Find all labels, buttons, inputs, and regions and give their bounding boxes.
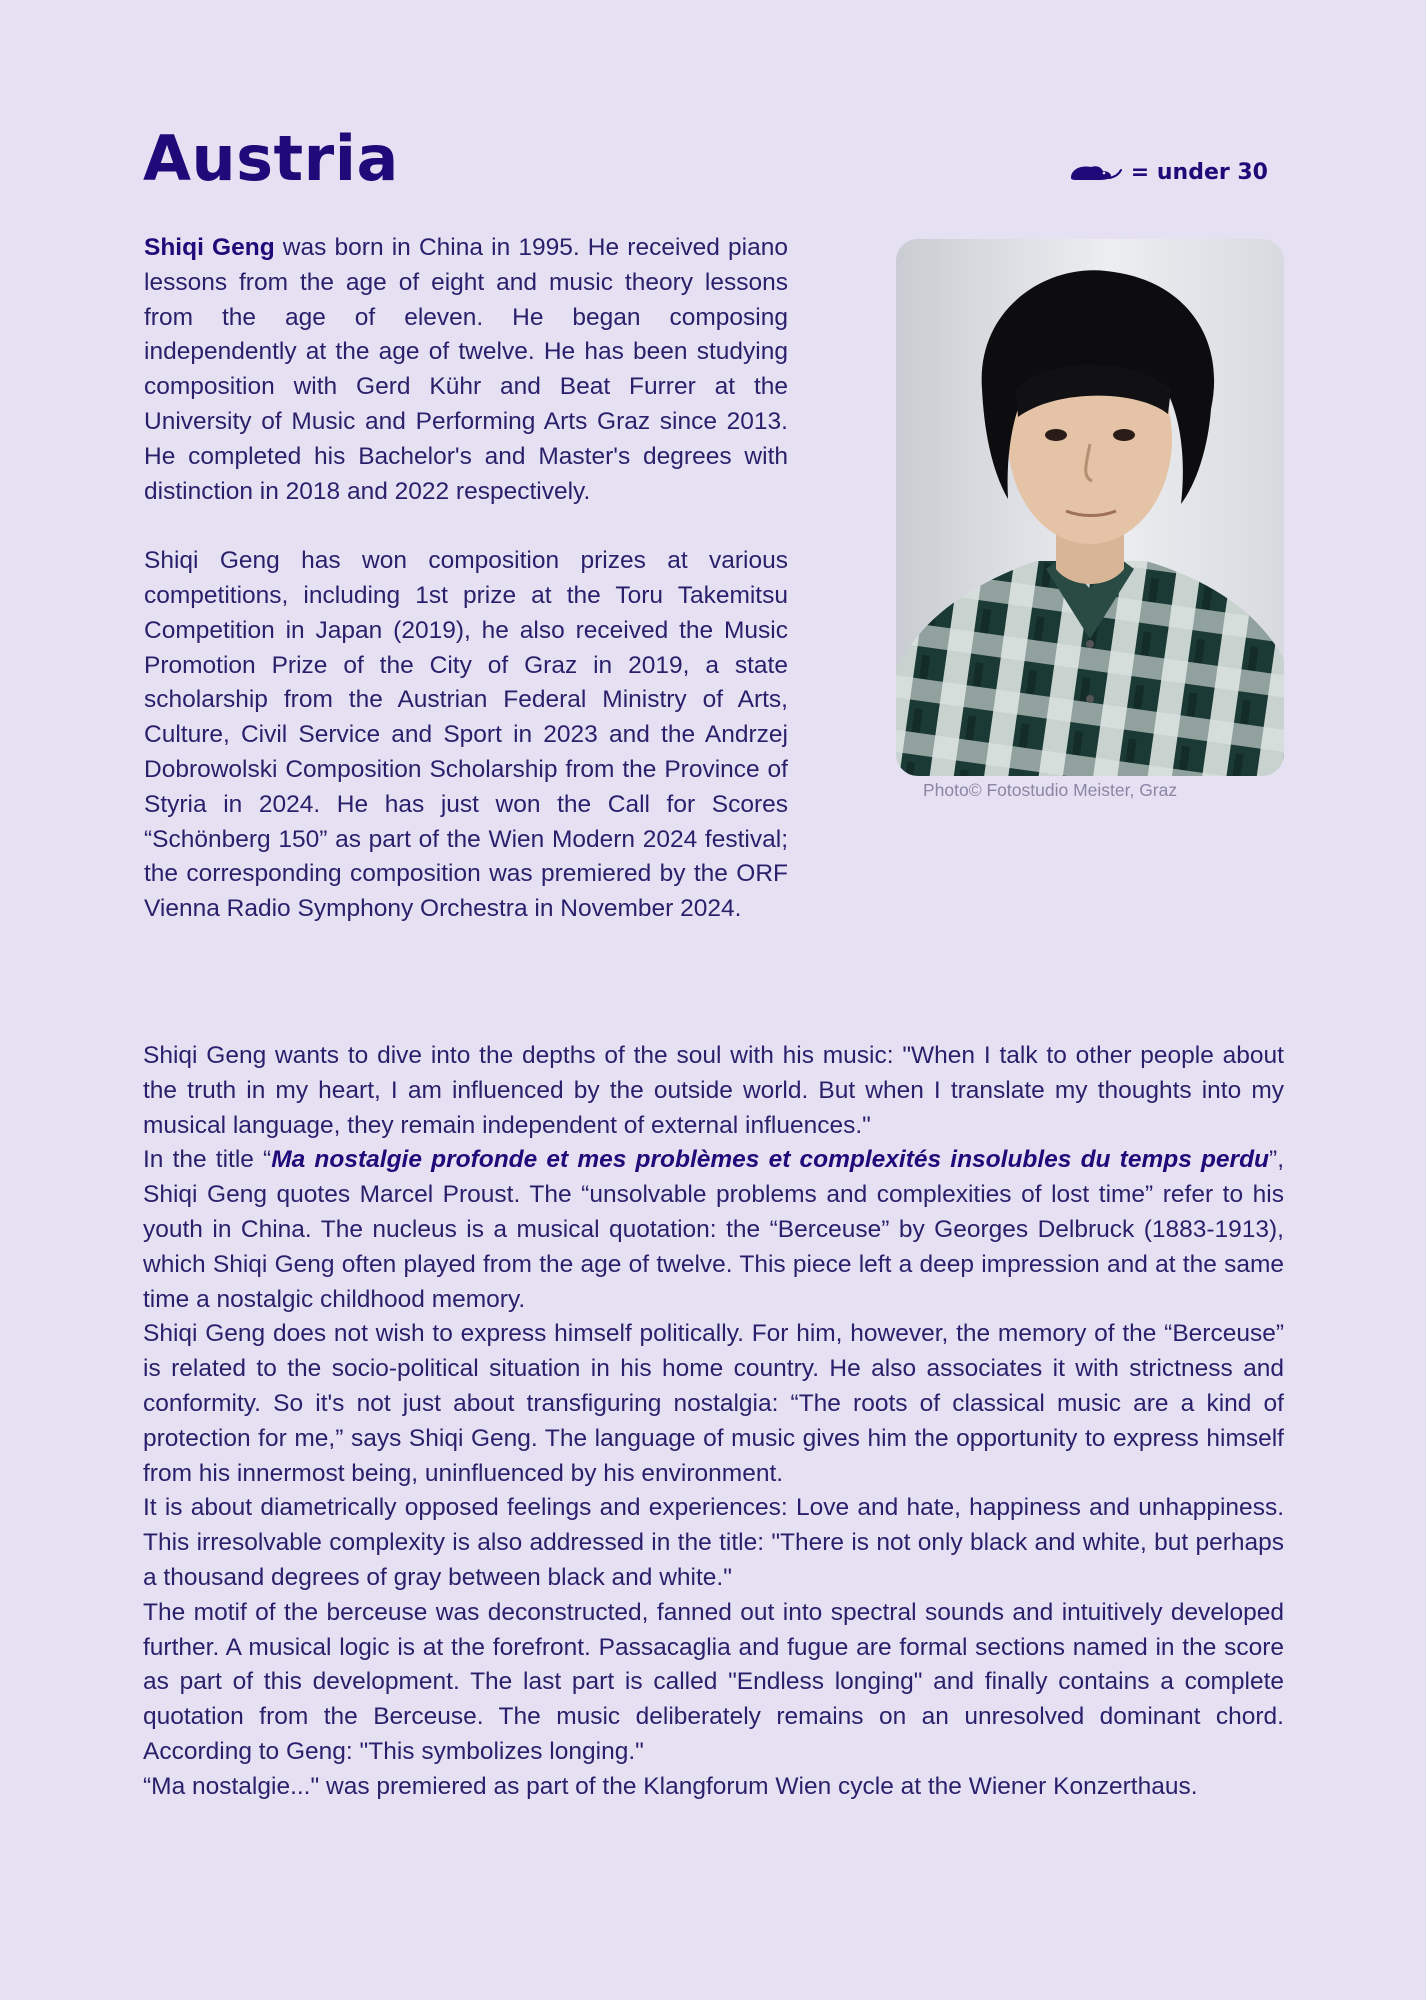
page-title: Austria <box>143 122 399 195</box>
description-paragraph-4: It is about diametrically opposed feelings and experiences: Love and hate, happiness and unhappiness. This irresolvable complexity is also addressed in the title: "There is not only black and white, but perhaps a thousand degrees of gray between black and white." <box>143 1494 1284 1591</box>
bio-paragraph-1-text: was born in China in 1995. He received piano lessons from the age of eight and music theory lessons from the age of eleven. He began composing independently at the age of twelve. He has been studying composition with Gerd Kühr and Beat Furrer at the University of Music and Performing Arts Graz since 2013. He completed his Bachelor's and Master's degrees with distinction in 2018 and 2022 respectively. <box>144 234 788 505</box>
bio-paragraph-1 <box>144 231 788 509</box>
work-description <box>143 1039 1284 1805</box>
description-paragraph-5: The motif of the berceuse was deconstructed, fanned out into spectral sounds and intuitively developed further. A musical logic is at the forefront. Passacaglia and fugue are formal sections named in the score as part of this development. The last part is called "Endless longing" and finally contains a complete quotation from the Berceuse. The music deliberately remains on an unresolved dominant chord. According to Geng: "This symbolizes longing." <box>143 1598 1284 1765</box>
description-paragraph-3: Shiqi Geng does not wish to express himself politically. For him, however, the memory of the “Berceuse” is related to the socio-political situation in his home country. He also associates it with strictness and conformity. So it's not just about transfiguring nostalgia: “The roots of classical music are a kind of protection for me,” says Shiqi Geng. The language of music gives him the opportunity to express himself from his innermost being, uninfluenced by his environment. <box>143 1320 1284 1487</box>
bio-paragraph-2: Shiqi Geng has won composition prizes at various competitions, including 1st prize at the Toru Takemitsu Competition in Japan (2019), he also received the Music Promotion Prize of the City of Graz in 2019, a state scholarship from the Austrian Federal Ministry of Arts, Culture, Civil Service and Sport in 2023 and the Andrzej Dobrowolski Composition Scholarship from the Province of Styria in 2024. He has just won the Call for Scores “Schönberg 150” as part of the Wien Modern 2024 festival; the corresponding composition was premiered by the ORF Vienna Radio Symphony Orchestra in November 2024. <box>144 547 788 923</box>
description-paragraph-2 <box>143 1143 1284 1317</box>
paragraph-2-lead: In the title “ <box>143 1146 272 1174</box>
description-paragraph-1: Shiqi Geng wants to dive into the depths of the soul with his music: "When I talk to other people about the truth in my heart, I am influenced by the outside world. But when I translate my thoughts into my musical language, they remain independent of external influences." <box>143 1042 1284 1139</box>
legend-label: = under 30 <box>1130 160 1268 185</box>
mouse-icon <box>1069 162 1123 184</box>
description-paragraph-6: “Ma nostalgie..." was premiered as part of the Klangforum Wien cycle at the Wiener Konzerthaus. <box>143 1772 1198 1800</box>
age-legend <box>1069 160 1268 185</box>
biography <box>144 231 788 927</box>
photo-credit: Photo© Fotostudio Meister, Graz <box>923 780 1178 800</box>
composer-portrait <box>896 239 1284 776</box>
paragraph-2-rest: ”, Shiqi Geng quotes Marcel Proust. The “unsolvable problems and complexities of lost time” refer to his youth in China. The nucleus is a musical quotation: the “Berceuse” by Georges Delbruck (1883-1913), which Shiqi Geng often played from the age of twelve. This piece left a deep impression and at the same time a nostalgic childhood memory. <box>143 1146 1284 1313</box>
composer-name: Shiqi Geng <box>144 234 275 261</box>
work-title: Ma nostalgie profonde et mes problèmes et complexités insolubles du temps perdu <box>271 1146 1270 1174</box>
